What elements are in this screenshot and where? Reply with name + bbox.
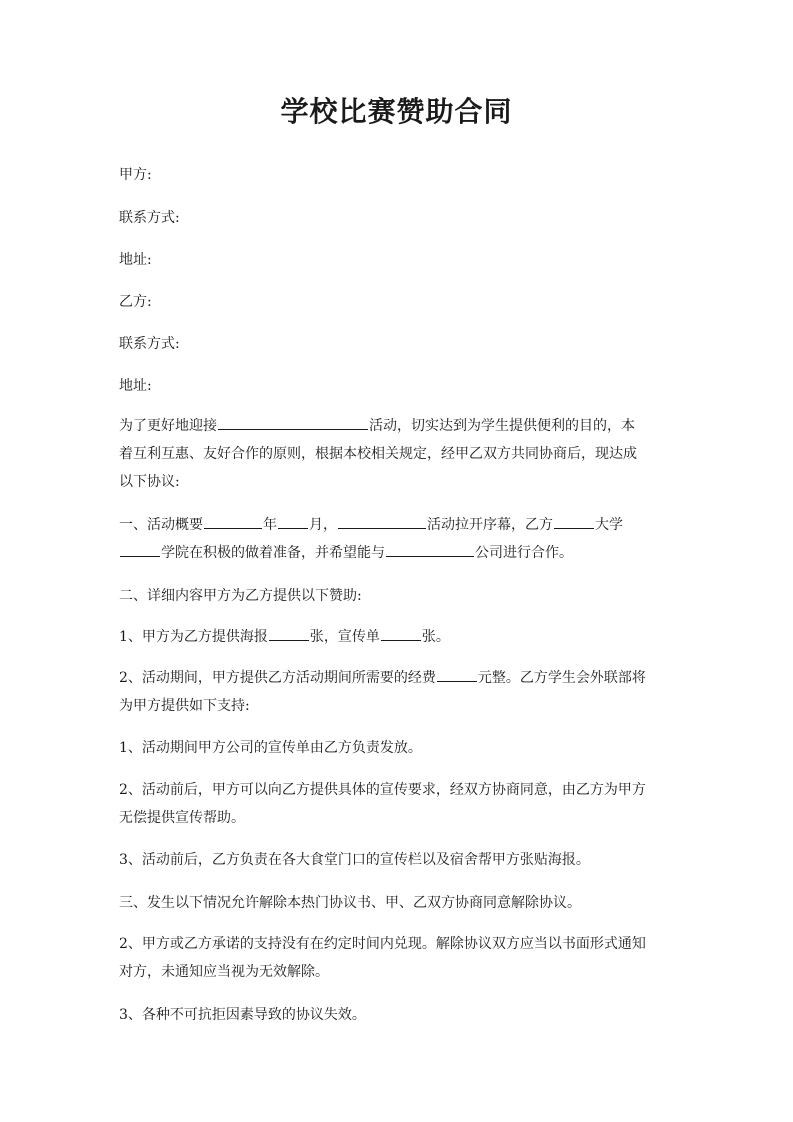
support-item-2-line-2: 无偿提供宣传帮助。 xyxy=(119,810,245,826)
section2-heading: 二、详细内容甲方为乙方提供以下赞助: xyxy=(119,588,362,604)
item-text: 元整。乙方学生会外联部将 xyxy=(477,670,646,686)
intro-line-1 xyxy=(119,412,675,440)
item-text: 张。 xyxy=(421,629,450,645)
university-blank xyxy=(554,514,594,529)
event-name-blank xyxy=(218,415,368,430)
support-item-1: 1、活动期间甲方公司的宣传单由乙方负责发放。 xyxy=(119,740,422,756)
document-title: 学校比赛赞助合同 xyxy=(280,95,513,128)
party-a-address-label: 地址: xyxy=(119,252,152,268)
section1-line-1 xyxy=(119,511,675,539)
support-item-3: 3、活动前后，乙方负责在各大食堂门口的宣传栏以及宿舍帮甲方张贴海报。 xyxy=(119,852,590,868)
section-text: 年 xyxy=(263,517,277,533)
section-text: 公司进行合作。 xyxy=(475,545,573,561)
intro-text: 为了更好地迎接 xyxy=(119,418,217,434)
year-blank xyxy=(204,514,262,529)
section2-item-2-line-2: 为甲方提供如下支持: xyxy=(119,698,250,714)
section-text: 学院在积极的做着准备，并希望能与 xyxy=(161,545,385,561)
intro-text: 活动，切实达到为学生提供便利的目的，本 xyxy=(369,418,635,434)
party-a-contact-label: 联系方式: xyxy=(119,210,180,226)
party-a-name-label: 甲方: xyxy=(119,167,152,183)
party-b-address-label: 地址: xyxy=(119,378,152,394)
college-blank xyxy=(120,542,160,557)
section-text: 活动拉开序幕，乙方 xyxy=(427,517,553,533)
item-text: 2、活动期间，甲方提供乙方活动期间所需要的经费 xyxy=(119,670,436,686)
item-text: 张，宣传单 xyxy=(309,629,380,645)
section2-item-2-line-1 xyxy=(119,664,675,692)
section-text: 一、活动概要 xyxy=(119,517,203,533)
funding-amount-blank xyxy=(437,667,477,682)
intro-line-3: 以下协议: xyxy=(119,474,180,490)
support-item-2-line-1: 2、活动前后，甲方可以向乙方提供具体的宣传要求，经双方协商同意，由乙方为甲方 xyxy=(119,782,646,798)
section3-item-2-line-2: 对方，未通知应当视为无效解除。 xyxy=(119,964,329,980)
section-text: 月， xyxy=(309,517,337,533)
section3-item-2-line-1: 2、甲方或乙方承诺的支持没有在约定时间内兑现。解除协议双方应当以书面形式通知 xyxy=(119,936,646,952)
party-b-contact-label: 联系方式: xyxy=(119,336,180,352)
company-blank xyxy=(386,542,474,557)
section-text: 大学 xyxy=(595,517,623,533)
item-text: 1、甲方为乙方提供海报 xyxy=(119,629,268,645)
month-blank xyxy=(278,514,308,529)
flyer-count-blank xyxy=(381,626,421,641)
section3-item-3: 3、各种不可抗拒因素导致的协议失效。 xyxy=(119,1007,366,1023)
section1-line-2 xyxy=(119,539,675,567)
intro-line-2: 着互利互惠、友好合作的原则，根据本校相关规定，经甲乙双方共同协商后，现达成 xyxy=(119,446,637,462)
party-b-name-label: 乙方: xyxy=(119,294,152,310)
poster-count-blank xyxy=(269,626,309,641)
section3-heading: 三、发生以下情况允许解除本热门协议书、甲、乙双方协商同意解除协议。 xyxy=(119,895,581,911)
section2-item-1 xyxy=(119,623,675,651)
event-blank xyxy=(338,514,426,529)
